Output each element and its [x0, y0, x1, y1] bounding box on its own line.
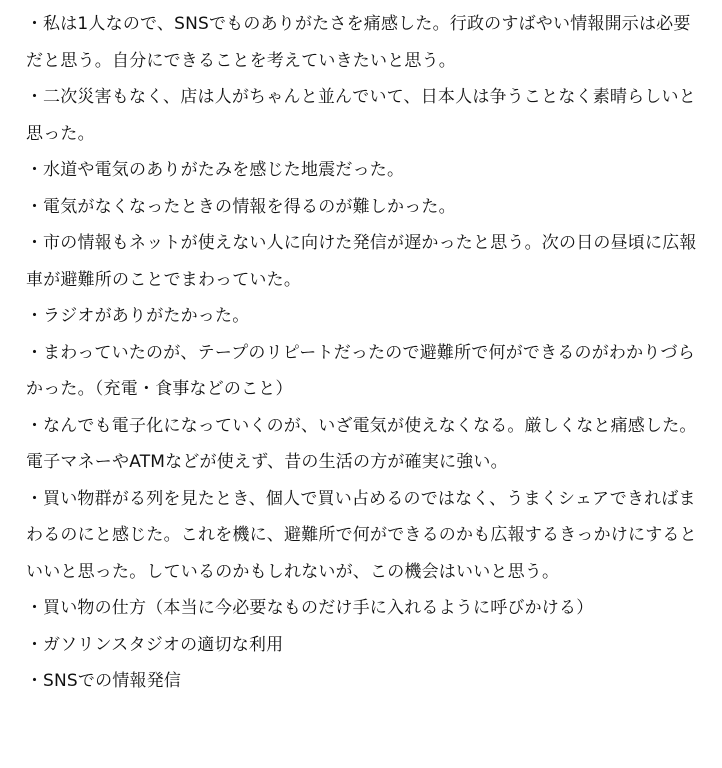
list-item: [26, 298, 700, 335]
item-text: 市の情報もネットが使えない人に向けた発信が遅かったと思う。次の日の昼頃に広報車が避難所のことでまわっていた。: [26, 233, 697, 290]
bullet-mark: ・: [26, 196, 44, 217]
list-item: [26, 225, 700, 298]
item-text: 買い物群がる列を見たとき、個人で買い占めるのではなく、うまくシェアできればまわるのにと感じた。これを機に、避難所で何ができるのかも広報するきっかけにするといいと思った。しているのかもしれないが、この機会はいいと思う。: [26, 488, 697, 582]
item-text: SNSでの情報発信: [43, 671, 182, 691]
bullet-mark: ・: [26, 415, 44, 436]
list-item: [26, 627, 700, 664]
bullet-mark: ・: [26, 488, 44, 509]
bullet-mark: ・: [26, 306, 44, 326]
list-item: [26, 481, 700, 591]
bullet-mark: ・: [26, 160, 44, 180]
item-text: 二次災害もなく、店は人がちゃんと並んでいて、日本人は争うことなく素晴らしいと思った。: [26, 87, 696, 144]
list-item: [26, 189, 700, 226]
list-item: [26, 79, 700, 152]
item-text: まわっていたのが、テープのリピートだったので避難所で何ができるのがわかりづらかった。（充電・食事などのこと）: [26, 342, 695, 399]
list-item: [26, 6, 700, 79]
bullet-mark: ・: [26, 233, 44, 253]
item-text: 私は1人なので、SNSでものありがたさを痛感した。行政のすばやい情報開示は必要だと思う。自分にできることを考えていきたいと思う。: [26, 14, 691, 71]
list-item: [26, 335, 700, 408]
item-text: なんでも電子化になっていくのが、いざ電気が使えなくなる。厳しくなと痛感した。電子マネーやATMなどが使えず、昔の生活の方が確実に強い。: [26, 415, 697, 472]
list-item: [26, 590, 700, 627]
item-text: ガソリンスタジオの適切な利用: [43, 634, 284, 655]
bullet-mark: ・: [26, 634, 44, 655]
bullet-mark: ・: [26, 87, 44, 107]
item-text: 水道や電気のありがたみを感じた地震だった。: [43, 160, 405, 180]
list-item: [26, 152, 700, 189]
bullet-mark: ・: [26, 671, 44, 691]
list-item: [26, 663, 700, 700]
bullet-mark: ・: [26, 14, 44, 34]
bullet-mark: ・: [26, 598, 44, 618]
document-body: [26, 0, 700, 700]
list-item: [26, 408, 700, 481]
item-text: 電気がなくなったときの情報を得るのが難しかった。: [43, 196, 456, 217]
item-text: ラジオがありがたかった。: [43, 306, 250, 326]
bullet-mark: ・: [26, 342, 44, 363]
item-text: 買い物の仕方（本当に今必要なものだけ手に入れるように呼びかける）: [43, 598, 594, 618]
